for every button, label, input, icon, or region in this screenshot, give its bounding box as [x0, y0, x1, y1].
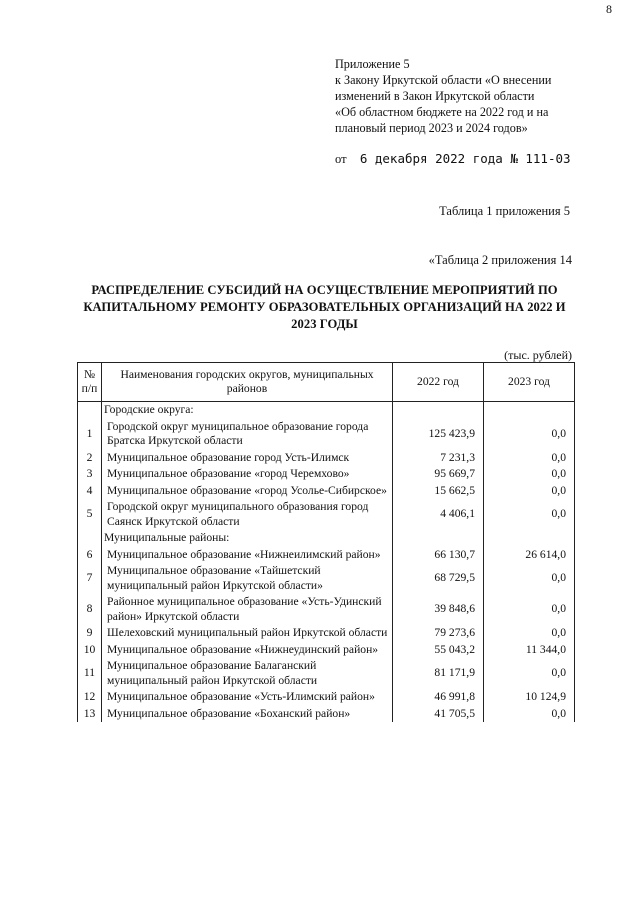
units-label: (тыс. рублей)	[504, 348, 572, 362]
row-number-cell: 12	[78, 689, 102, 706]
table-row	[78, 563, 575, 594]
row-2022-cell: 95 669,7	[393, 466, 484, 483]
row-number-cell	[78, 402, 102, 419]
row-2022-cell: 15 662,5	[393, 483, 484, 500]
row-name-cell: Муниципальное образование «Нижнеудинский район»	[102, 642, 393, 659]
row-name-cell: Муниципальное образование «Нижнеилимский район»	[102, 547, 393, 564]
row-2022-cell: 68 729,5	[393, 563, 484, 594]
row-name-cell: Муниципальное образование «город Черемхово»	[102, 466, 393, 483]
row-2023-cell: 0,0	[484, 466, 575, 483]
row-2022-cell: 79 273,6	[393, 625, 484, 642]
row-2022-cell: 125 423,9	[393, 419, 484, 450]
row-name-cell: Муниципальное образование город Усть-Илимск	[102, 450, 393, 467]
row-2023-cell: 0,0	[484, 483, 575, 500]
date-stamp: 6 декабря 2022 года № 111-03	[359, 151, 571, 166]
row-2023-cell: 0,0	[484, 499, 575, 530]
law-date-line	[335, 151, 571, 167]
table-row	[78, 658, 575, 689]
row-name-cell: Шелеховский муниципальный район Иркутской области	[102, 625, 393, 642]
table-row	[78, 625, 575, 642]
table-row	[78, 450, 575, 467]
document-title: РАСПРЕДЕЛЕНИЕ СУБСИДИЙ НА ОСУЩЕСТВЛЕНИЕ МЕРОПРИЯТИЙ ПО КАПИТАЛЬНОМУ РЕМОНТУ ОБРАЗОВАТЕЛЬНЫХ ОРГАНИЗАЦИЙ НА 2022 И 2023 ГОДЫ	[83, 283, 566, 331]
appendix-line: изменений в Закон Иркутской области	[335, 89, 535, 103]
appendix-line: «Об областном бюджете на 2022 год и на	[335, 105, 549, 119]
row-2022-cell: 66 130,7	[393, 547, 484, 564]
date-prefix: от	[335, 152, 347, 166]
table-row	[78, 594, 575, 625]
row-number-cell: 7	[78, 563, 102, 594]
row-2022-cell: 41 705,5	[393, 706, 484, 723]
table-row	[78, 419, 575, 450]
table-row	[78, 483, 575, 500]
row-name-cell: Муниципальное образование Балаганский муниципальный район Иркутской области	[102, 658, 393, 689]
appendix-line: плановый период 2023 и 2024 годов»	[335, 121, 528, 135]
row-2022-cell: 46 991,8	[393, 689, 484, 706]
row-2023-cell: 0,0	[484, 706, 575, 723]
table-row	[78, 642, 575, 659]
row-2023-cell: 0,0	[484, 450, 575, 467]
header-name: Наименования городских округов, муниципальных районов	[102, 363, 393, 402]
row-number-cell: 10	[78, 642, 102, 659]
table-body	[78, 402, 575, 723]
row-name-cell: Муниципальное образование «город Усолье-Сибирское»	[102, 483, 393, 500]
row-2022-cell: 55 043,2	[393, 642, 484, 659]
row-2023-cell: 0,0	[484, 594, 575, 625]
row-name-cell: Муниципальные районы:	[102, 530, 393, 547]
table-header-row	[78, 363, 575, 402]
row-name-cell: Городской округ муниципального образования город Саянск Иркутской области	[102, 499, 393, 530]
row-2022-cell: 39 848,6	[393, 594, 484, 625]
row-2023-cell	[484, 402, 575, 419]
row-2022-cell: 81 171,9	[393, 658, 484, 689]
table-section-row	[78, 530, 575, 547]
appendix-header	[335, 56, 605, 136]
table-row	[78, 466, 575, 483]
row-name-cell: Районное муниципальное образование «Усть-Удинский район» Иркутской области	[102, 594, 393, 625]
appendix-line: к Закону Иркутской области «О внесении	[335, 73, 552, 87]
row-number-cell: 13	[78, 706, 102, 723]
row-2023-cell: 0,0	[484, 658, 575, 689]
appendix-line: Приложение 5	[335, 57, 410, 71]
table-row	[78, 706, 575, 723]
header-number: № п/п	[78, 363, 102, 402]
row-number-cell: 11	[78, 658, 102, 689]
row-2023-cell: 26 614,0	[484, 547, 575, 564]
row-2022-cell	[393, 530, 484, 547]
row-number-cell: 4	[78, 483, 102, 500]
row-2023-cell: 0,0	[484, 625, 575, 642]
row-2023-cell: 11 344,0	[484, 642, 575, 659]
row-number-cell: 3	[78, 466, 102, 483]
header-2023: 2023 год	[484, 363, 575, 402]
row-name-cell: Городской округ муниципальное образование города Братска Иркутской области	[102, 419, 393, 450]
row-2023-cell: 0,0	[484, 563, 575, 594]
table-row	[78, 499, 575, 530]
row-2022-cell: 7 231,3	[393, 450, 484, 467]
table-section-row	[78, 402, 575, 419]
table-reference-secondary: «Таблица 2 приложения 14	[428, 253, 572, 267]
row-number-cell: 6	[78, 547, 102, 564]
table-reference: Таблица 1 приложения 5	[439, 204, 570, 218]
row-number-cell: 1	[78, 419, 102, 450]
row-2023-cell: 10 124,9	[484, 689, 575, 706]
page-number: 8	[606, 2, 613, 16]
row-number-cell	[78, 530, 102, 547]
row-name-cell: Городские округа:	[102, 402, 393, 419]
row-2022-cell	[393, 402, 484, 419]
table-row	[78, 689, 575, 706]
row-name-cell: Муниципальное образование «Тайшетский муниципальный район Иркутской области»	[102, 563, 393, 594]
row-2023-cell: 0,0	[484, 419, 575, 450]
row-number-cell: 2	[78, 450, 102, 467]
row-name-cell: Муниципальное образование «Боханский район»	[102, 706, 393, 723]
table-row	[78, 547, 575, 564]
row-number-cell: 8	[78, 594, 102, 625]
row-number-cell: 5	[78, 499, 102, 530]
row-2023-cell	[484, 530, 575, 547]
row-2022-cell: 4 406,1	[393, 499, 484, 530]
header-2022: 2022 год	[393, 363, 484, 402]
row-number-cell: 9	[78, 625, 102, 642]
row-name-cell: Муниципальное образование «Усть-Илимский район»	[102, 689, 393, 706]
subsidy-table	[77, 362, 575, 722]
